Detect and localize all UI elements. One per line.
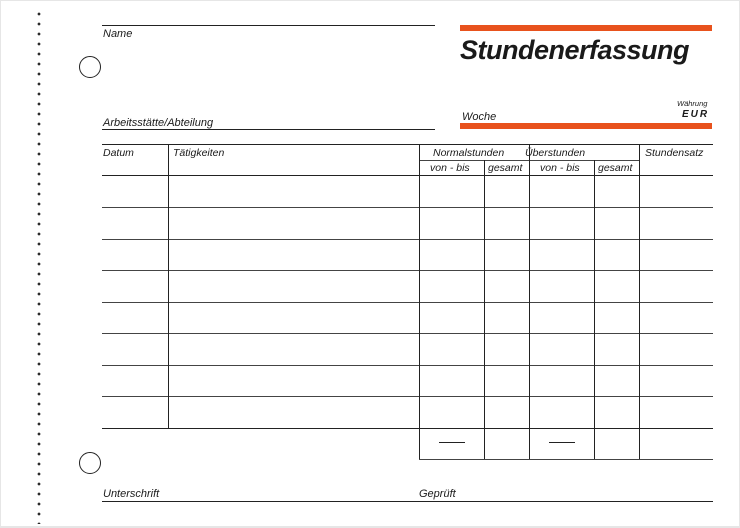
title-accent-bar-top xyxy=(460,25,712,31)
row-divider xyxy=(102,365,713,366)
week-label: Woche xyxy=(462,111,497,123)
header-normal-from-to: von - bis xyxy=(430,162,470,174)
header-bottom-border xyxy=(102,175,713,176)
header-overtime-total: gesamt xyxy=(598,162,633,174)
workplace-field-line[interactable] xyxy=(102,129,435,130)
currency-value: EUR xyxy=(682,109,710,120)
col-line-activities xyxy=(419,144,420,459)
col-line-date xyxy=(168,144,169,428)
punch-hole-bottom xyxy=(79,452,101,474)
totals-bottom-border xyxy=(419,459,713,460)
punch-hole-top xyxy=(79,56,101,78)
normal-from-to-dash xyxy=(439,442,465,443)
row-divider xyxy=(102,302,713,303)
header-normal-total: gesamt xyxy=(488,162,523,174)
col-line-normal xyxy=(529,144,530,459)
overtime-from-to-dash xyxy=(549,442,575,443)
form-title: Stundenerfassung xyxy=(460,35,690,65)
row-divider xyxy=(102,270,713,271)
row-divider xyxy=(102,333,713,334)
row-divider xyxy=(102,396,713,397)
workplace-label: Arbeitsstätte/Abteilung xyxy=(103,117,214,129)
perforation xyxy=(37,9,41,524)
totals-top-border xyxy=(102,428,713,429)
row-divider xyxy=(102,207,713,208)
row-divider xyxy=(102,239,713,240)
signature-label: Unterschrift xyxy=(103,488,160,500)
name-field-line[interactable] xyxy=(102,25,435,26)
col-line-normal-split xyxy=(484,160,485,459)
header-overtime-from-to: von - bis xyxy=(540,162,580,174)
header-date: Datum xyxy=(103,147,134,159)
col-line-overtime xyxy=(639,144,640,459)
checked-label: Geprüft xyxy=(419,488,456,500)
week-accent-bar[interactable] xyxy=(460,123,712,129)
name-label: Name xyxy=(103,28,133,40)
header-normal-hours: Normalstunden xyxy=(433,147,505,159)
signature-field-line[interactable] xyxy=(102,501,713,502)
currency-label: Währung xyxy=(677,99,708,108)
header-activities: Tätigkeiten xyxy=(173,147,225,159)
timesheet-table xyxy=(102,144,713,459)
header-hourly-rate: Stundensatz xyxy=(645,147,704,159)
table-top-border xyxy=(102,144,713,145)
form-page xyxy=(1,1,739,526)
header-overtime: Überstunden xyxy=(525,147,586,159)
col-line-overtime-split xyxy=(594,160,595,459)
